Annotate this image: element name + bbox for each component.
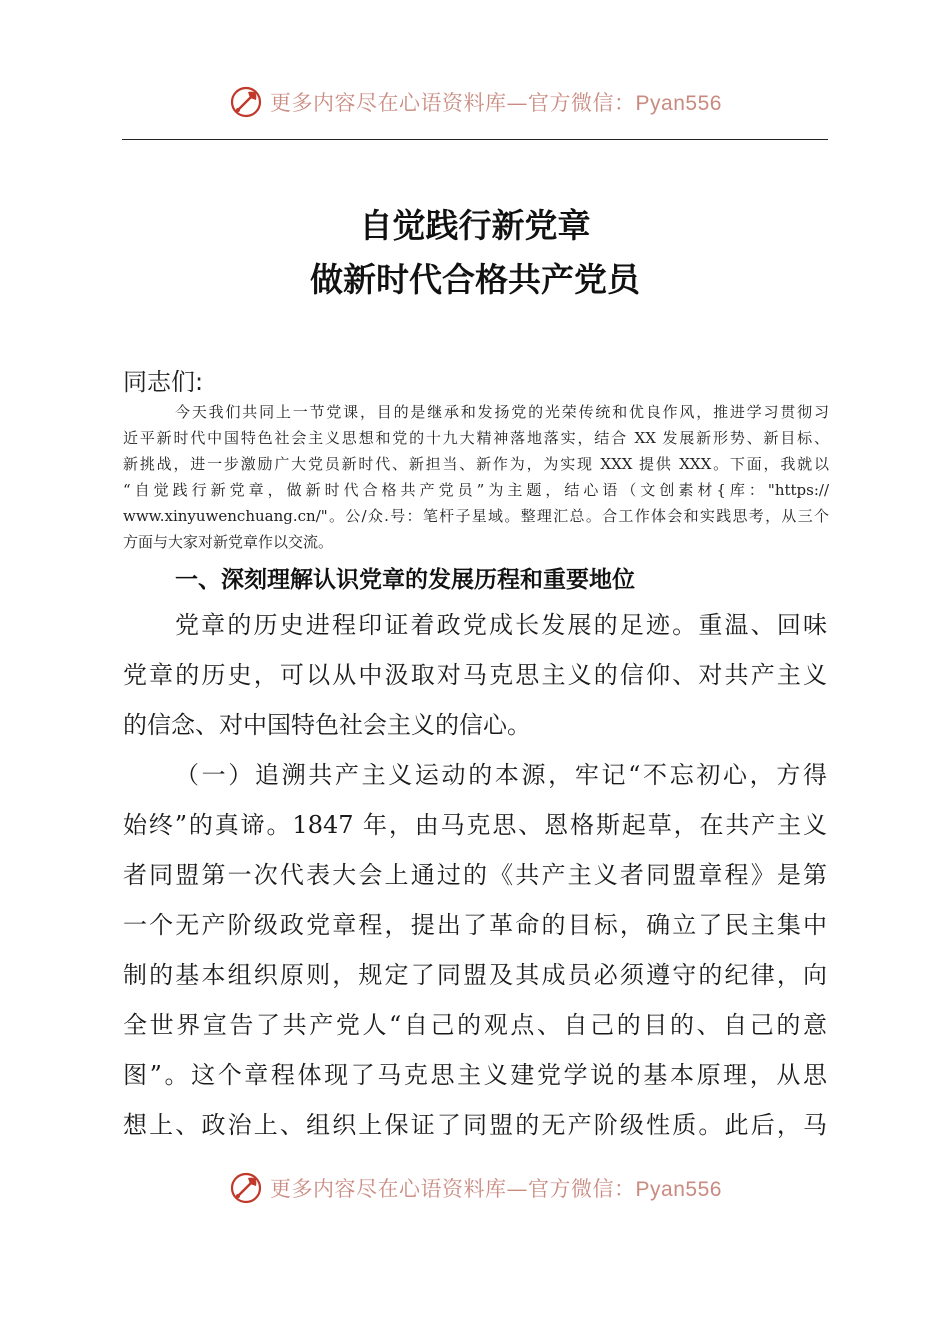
intro-line: 近平新时代中国特色社会主义思想和党的十九大精神落地落实，结合 XX 发展新形势、新目标、 [123, 429, 829, 447]
section-heading: 一、深刻理解认识党章的发展历程和重要地位 [175, 567, 635, 593]
body-line: 党章的历史进程印证着政党成长发展的足迹。重温、回味 [175, 611, 827, 639]
page-title-line-2: 做新时代合格共产党员 [310, 260, 640, 299]
body-paragraph-2 [123, 750, 827, 1150]
quill-logo-icon [228, 1170, 264, 1206]
header-rule [122, 139, 828, 140]
intro-line: “自觉践行新党章，做新时代合格共产党员”为主题，结心语（文创素材{库："https:// [123, 481, 829, 499]
body-line: 图”。这个章程体现了马克思主义建党学说的基本原理，从思 [123, 1061, 827, 1089]
header-banner-text: 更多内容尽在心语资料库—官方微信：Pyan556 [270, 91, 722, 115]
body-line: 的信念、对中国特色社会主义的信心。 [123, 711, 531, 739]
footer-banner-text: 更多内容尽在心语资料库—官方微信：Pyan556 [270, 1177, 722, 1201]
body-line: 党章的历史，可以从中汲取对马克思主义的信仰、对共产主义 [123, 661, 827, 689]
greeting: 同志们: [123, 368, 204, 396]
body-line: 全世界宣告了共产党人“自己的观点、自己的目的、自己的意 [123, 1011, 827, 1039]
page-title-line-1: 自觉践行新党章 [359, 206, 591, 245]
intro-line: www.xinyuwenchuang.cn/"。公/众.号：笔杆子星域。整理汇总。合工作体会和实践思考，从三个 [123, 507, 829, 525]
body-paragraph-1 [123, 600, 827, 750]
footer-banner [0, 1166, 950, 1210]
body-line: 者同盟第一次代表大会上通过的《共产主义者同盟章程》是第 [123, 861, 827, 889]
body-line: 想上、政治上、组织上保证了同盟的无产阶级性质。此后，马 [123, 1111, 827, 1139]
body-line: （一）追溯共产主义运动的本源，牢记“不忘初心，方得 [175, 761, 827, 789]
body-line: 始终”的真谛。1847 年，由马克思、恩格斯起草，在共产主义 [123, 811, 827, 839]
intro-line: 今天我们共同上一节党课，目的是继承和发扬党的光荣传统和优良作风，推进学习贯彻习 [175, 403, 829, 421]
footer-wechat-id: Pyan556 [635, 1178, 722, 1201]
quill-logo-icon [228, 84, 264, 120]
header-wechat-id: Pyan556 [635, 92, 722, 115]
body-line: 制的基本组织原则，规定了同盟及其成员必须遵守的纪律，向 [123, 961, 827, 989]
intro-line: 新挑战，进一步激励广大党员新时代、新担当、新作为，为实现 XXX 提供 XXX。下面，我就以 [123, 455, 829, 473]
intro-line: 方面与大家对新党章作以交流。 [123, 533, 334, 551]
body-line: 一个无产阶级政党章程，提出了革命的目标，确立了民主集中 [123, 911, 827, 939]
intro-paragraph [123, 399, 829, 555]
header-banner [0, 80, 950, 124]
